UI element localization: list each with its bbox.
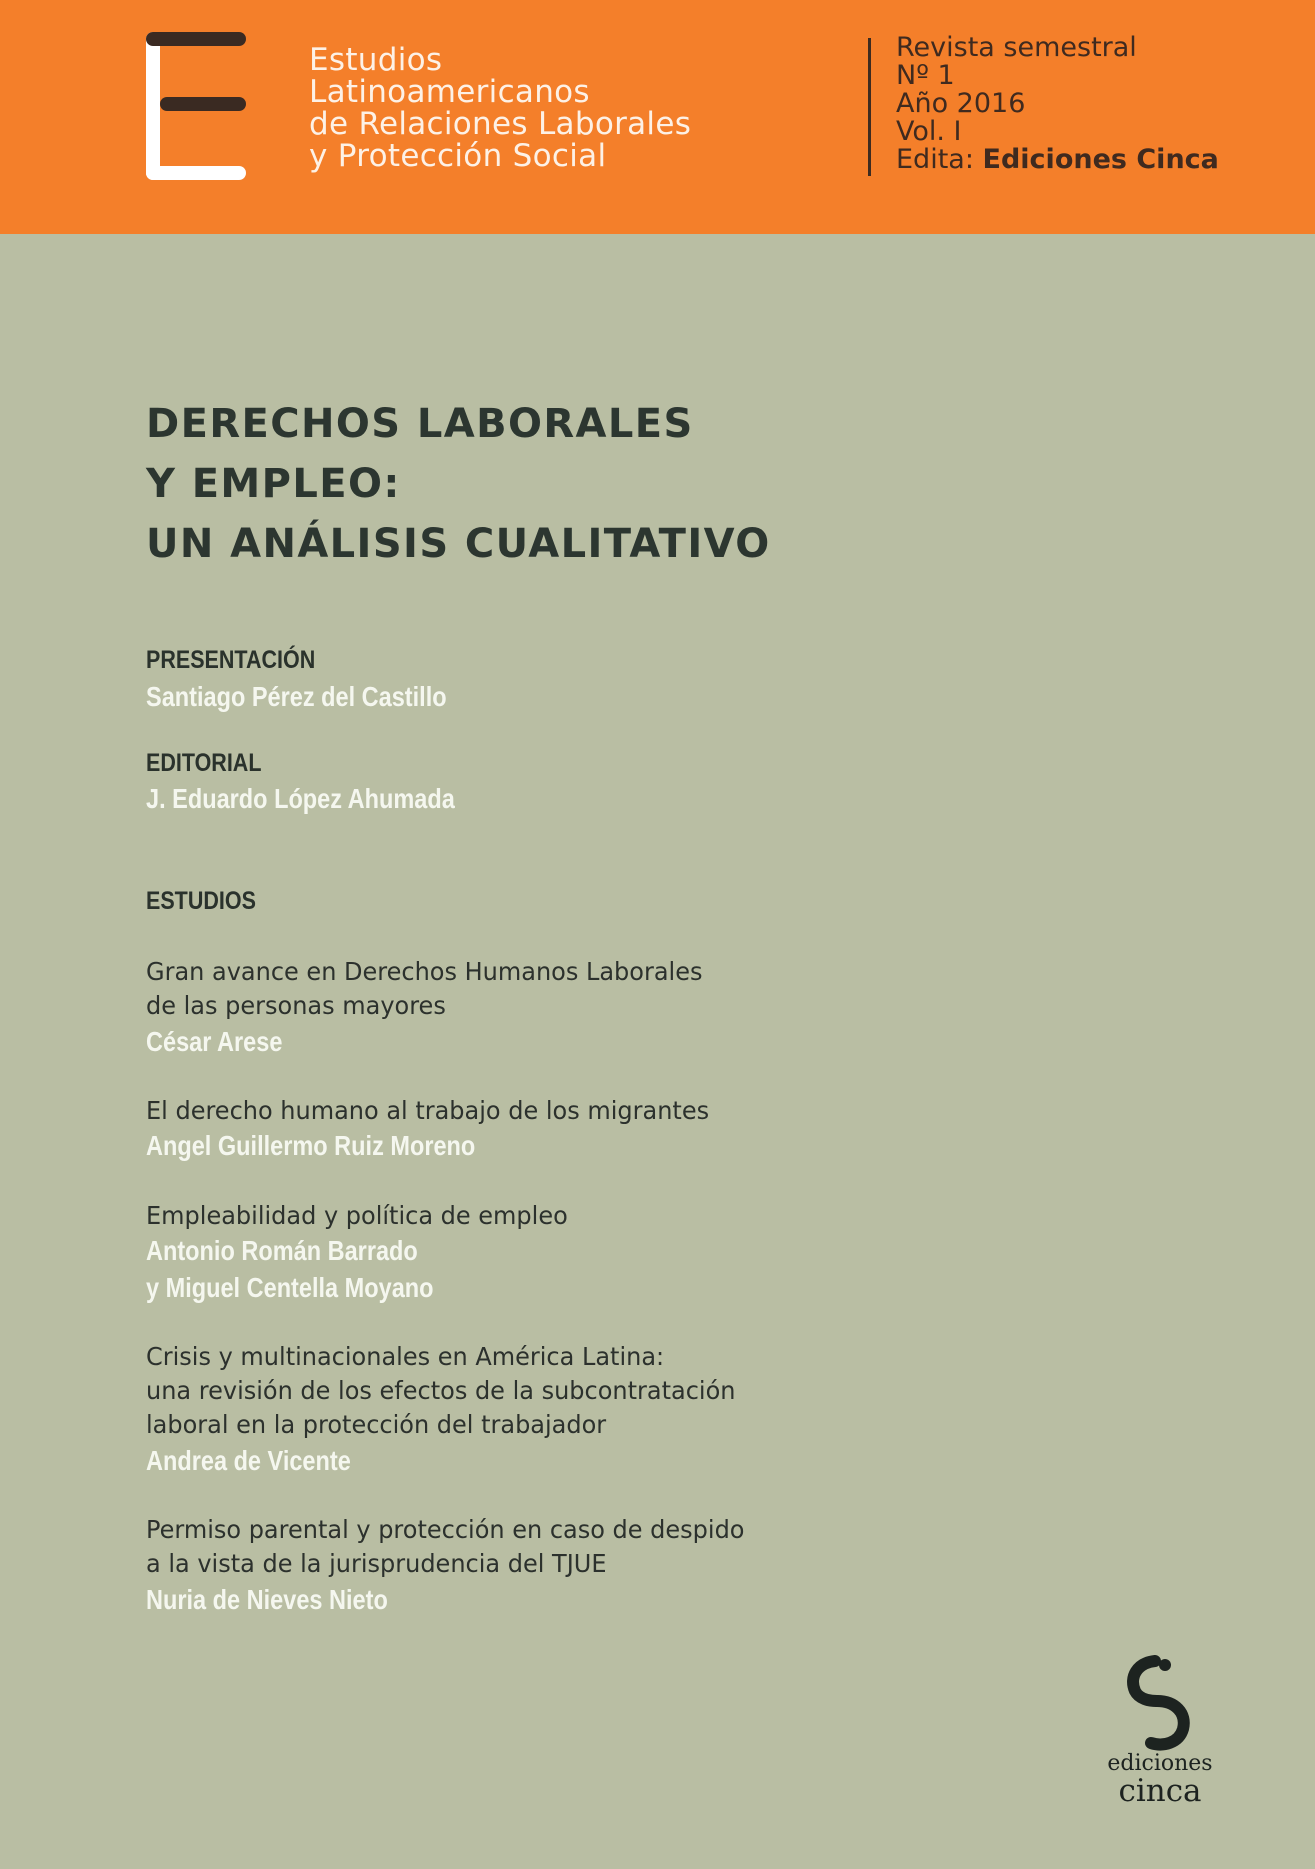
issue-title bbox=[146, 394, 771, 574]
study-title-line: Empleabilidad y política de empleo bbox=[146, 1201, 568, 1230]
issue-frequency: Revista semestral bbox=[896, 32, 1137, 63]
issue-title-line: UN ANÁLISIS CUALITATIVO bbox=[146, 521, 771, 567]
editorial-author: J. Eduardo López Ahumada bbox=[146, 783, 455, 814]
publisher-label: Edita: bbox=[896, 144, 974, 175]
journal-name-line: Latinoamericanos bbox=[309, 74, 590, 110]
study-author: Antonio Román Barrado bbox=[146, 1235, 418, 1266]
issue-volume: Vol. I bbox=[896, 116, 962, 147]
publisher-name: Ediciones Cinca bbox=[982, 144, 1219, 175]
issue-title-line: DERECHOS LABORALES bbox=[146, 401, 694, 447]
issue-year: Año 2016 bbox=[896, 88, 1026, 119]
study-author: César Arese bbox=[146, 1026, 283, 1057]
editorial-label: EDITORIAL bbox=[146, 749, 262, 777]
journal-name bbox=[309, 44, 691, 172]
issue-publisher bbox=[896, 146, 1219, 174]
publisher-logo bbox=[1100, 1655, 1220, 1815]
study-title-line: Permiso parental y protección en caso de despido bbox=[146, 1515, 745, 1544]
study-title-line: El derecho humano al trabajo de los migrantes bbox=[146, 1096, 710, 1125]
presentation-author: Santiago Pérez del Castillo bbox=[146, 681, 447, 712]
issue-title-line: Y EMPLEO: bbox=[146, 461, 401, 507]
studies-label: ESTUDIOS bbox=[146, 887, 256, 915]
publisher-logo-line1: ediciones bbox=[1107, 1751, 1213, 1776]
journal-logo-e-icon bbox=[144, 32, 246, 180]
study-title-line: a la vista de la jurisprudencia del TJUE bbox=[146, 1549, 607, 1578]
study-author: Andrea de Vicente bbox=[146, 1445, 351, 1476]
study-author: Angel Guillermo Ruiz Moreno bbox=[146, 1130, 476, 1161]
presentation-label: PRESENTACIÓN bbox=[146, 646, 316, 674]
journal-name-line: Estudios bbox=[309, 42, 443, 78]
study-title-line: de las personas mayores bbox=[146, 991, 446, 1020]
study-title-line: una revisión de los efectos de la subcontratación bbox=[146, 1376, 736, 1405]
study-title-line: laboral en la protección del trabajador bbox=[146, 1410, 607, 1439]
issue-number: Nº 1 bbox=[896, 60, 955, 91]
journal-name-line: y Protección Social bbox=[309, 138, 607, 174]
journal-name-line: de Relaciones Laborales bbox=[309, 106, 692, 142]
study-title-line: Crisis y multinacionales en América Latina: bbox=[146, 1342, 665, 1371]
study-author: Nuria de Nieves Nieto bbox=[146, 1584, 388, 1615]
study-title-line: Gran avance en Derechos Humanos Laborales bbox=[146, 957, 703, 986]
study-author: y Miguel Centella Moyano bbox=[146, 1272, 434, 1303]
issue-info bbox=[896, 34, 1219, 174]
header-divider bbox=[868, 38, 871, 176]
cinca-s-icon bbox=[1125, 1655, 1195, 1751]
publisher-logo-line2: cinca bbox=[1118, 1773, 1202, 1809]
cover-header bbox=[0, 0, 1315, 234]
